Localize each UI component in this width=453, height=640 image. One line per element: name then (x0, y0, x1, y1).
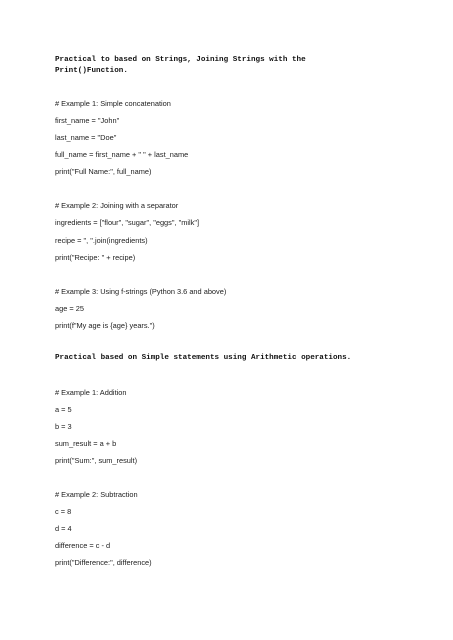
code-line: print("Sum:", sum_result) (55, 456, 138, 465)
code-line: sum_result = a + b (55, 439, 117, 448)
code-line: print(f"My age is {age} years.") (55, 321, 155, 330)
code-line: a = 5 (55, 405, 72, 414)
code-line: print("Recipe: " + recipe) (55, 253, 136, 262)
section-heading-strings-line2: Print()Function. (55, 67, 128, 75)
code-line: age = 25 (55, 304, 84, 313)
section-heading-strings-line1: Practical to based on Strings, Joining Strings with the (55, 56, 306, 64)
code-comment: # Example 3: Using f-strings (Python 3.6 and above) (55, 287, 227, 296)
code-line: full_name = first_name + " " + last_name (55, 150, 189, 159)
code-line: ingredients = ["flour", "sugar", "eggs", "milk"] (55, 218, 200, 227)
code-line: first_name = "John" (55, 116, 120, 125)
code-comment: # Example 1: Addition (55, 388, 127, 397)
code-line: print("Full Name:", full_name) (55, 167, 152, 176)
code-comment: # Example 1: Simple concatenation (55, 99, 171, 108)
code-line: last_name = "Doe" (55, 133, 117, 142)
code-line: difference = c - d (55, 541, 111, 550)
code-comment: # Example 2: Subtraction (55, 490, 138, 499)
code-line: print("Difference:", difference) (55, 558, 152, 567)
section-heading-arithmetic: Practical based on Simple statements using Arithmetic operations. (55, 354, 352, 362)
code-line: b = 3 (55, 422, 72, 431)
code-line: d = 4 (55, 524, 72, 533)
code-comment: # Example 2: Joining with a separator (55, 201, 179, 210)
code-line: c = 8 (55, 507, 72, 516)
code-line: recipe = ", ".join(ingredients) (55, 236, 148, 245)
